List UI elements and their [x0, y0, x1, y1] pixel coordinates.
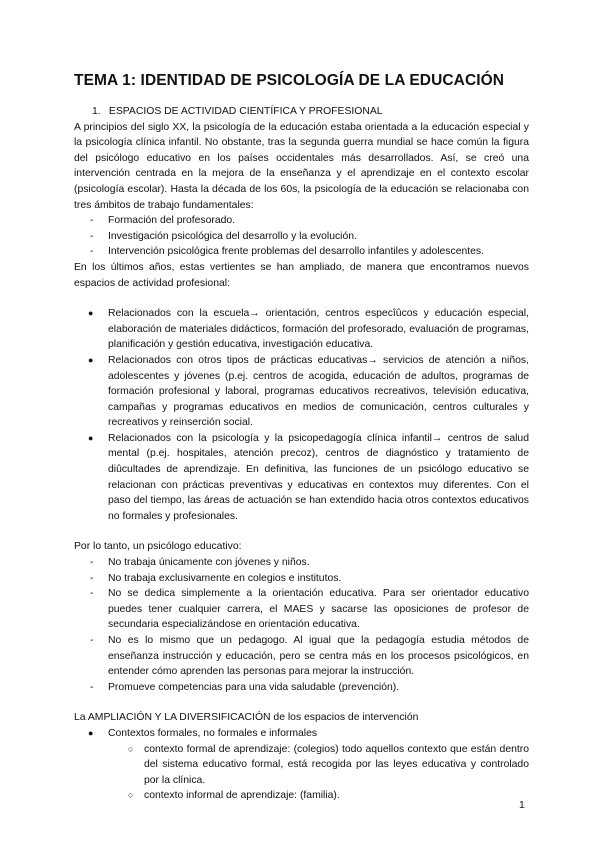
list-item: - Investigación psicológica del desarrollo y la evolución.: [74, 229, 529, 245]
circle-marker: ○: [128, 743, 134, 754]
list-item: ● Relacionados con la psicología y la psicopedagogía clínica infantil→ centros de salud mental (p.ej. hospitales, atención precoz), centros de diagnóstico y tratamiento de diûcultades de aprendizaje. En definitiva, las funciones de un psicólogo educativo se relacionan con prácticas preventivas y educativas en contextos muy diferentes. Con el paso del tiempo, las áreas de actuación se han extendido hacia otros contextos educativos no formales y profesionales.: [88, 432, 529, 522]
list-item: ○ contexto formal de aprendizaje: (colegios) todo aquellos contexto que están dentro del sistema educativo formal, está recogida por las leyes educativa y controlado por la clínica.: [128, 743, 529, 786]
areas-list: [74, 213, 529, 260]
bullet-marker: ●: [88, 308, 94, 319]
list-item: ● Relacionados con la escuela→ orientación, centros especîûcos y educación especial, elaboración de materiales didácticos, formación del profesorado, evaluación de programas, planificación y gestión educativa, investigación educativa.: [88, 308, 529, 351]
ampliacion-list: [74, 726, 529, 742]
document-title: TEMA 1: IDENTIDAD DE PSICOLOGÍA DE LA EDUCACIÓN: [74, 72, 505, 89]
list-item: ● Relacionados con otros tipos de prácticas educativas→ servicios de atención a niños, adolescentes y jóvenes (p.ej. centros de acogida, educación de adultos, programas de formación profesional y laboral, programas educativos recreativos, televisión educativa, campañas y programas educativos en medios de comunicación, centros culturales y recreativos y reinserción social.: [88, 354, 529, 429]
list-item: ● Contextos formales, no formales e informales: [74, 726, 529, 742]
dash-marker: -: [90, 572, 94, 584]
psicologo-list: [74, 555, 529, 695]
list-item: - Promueve competencias para una vida saludable (prevención).: [74, 680, 529, 696]
circle-marker: ○: [128, 790, 134, 801]
contextos-list: [74, 742, 529, 804]
section-number: 1.: [92, 106, 101, 117]
dash-marker: -: [90, 635, 94, 646]
list-item: ○ contexto informal de aprendizaje: (familia).: [74, 788, 529, 804]
psicologo-lead: Por lo tanto, un psicólogo educativo:: [74, 541, 242, 553]
list-item: - No se dedica simplemente a la orientación educativa. Para ser orientador educativo puedes tener cualquier carrera, el MAES y sacarse las oposiciones de profesor de secundaria especializándose en orientación educativa.: [90, 588, 529, 631]
dash-marker: -: [90, 230, 94, 242]
list-item: - No es lo mismo que un pedagogo. Al igual que la pedagogía estudia métodos de enseñanza instrucción y educación, pero se centra más en los procesos psicológicos, en entender cómo aprenden las personas para mejorar la instrucción.: [90, 635, 529, 678]
dash-marker: -: [90, 557, 94, 569]
dash-marker: -: [90, 681, 94, 693]
bullet-marker: ●: [88, 432, 94, 443]
document-body: [74, 104, 529, 804]
dash-marker: -: [90, 246, 94, 258]
section-title: ESPACIOS DE ACTIVIDAD CIENTÍFICA Y PROFESIONAL: [108, 106, 383, 117]
page-number: 1: [519, 800, 525, 811]
list-item: - Intervención psicológica frente problemas del desarrollo infantiles y adolescentes.: [74, 244, 529, 260]
list-item: - No trabaja únicamente con jóvenes y niños.: [74, 555, 529, 571]
list-item: - Formación del profesorado.: [74, 213, 529, 229]
transition-paragraph: En los últimos años, estas vertientes se han ampliado, de manera que encontramos nuevos espacios de actividad profesional:: [74, 261, 529, 289]
section-heading: [74, 104, 529, 120]
bullet-marker: ●: [88, 727, 94, 738]
dash-marker: -: [90, 215, 94, 227]
intro-paragraph: A principios del siglo XX, la psicología de la educación estaba orientada a la educación especial y la psicología clínica infantil. No obstante, tras la segunda guerra mundial se hace común la figura del psicólogo educativo en los países occidentales más desarrollados. Así, se creó una intervención centrada en la mejora de la enseñanza y el aprendizaje en el contexto escolar (psicología escolar). Hasta la década de los 60s, la psicología de la educación se relacionaba con tres ámbitos de trabajo fundamentales:: [74, 121, 529, 211]
dash-marker: -: [90, 588, 94, 600]
list-item: - No trabaja exclusivamente en colegios e institutos.: [74, 571, 529, 587]
ampliacion-lead: La AMPLIACIÓN Y LA DIVERSIFICACIÓN de los espacios de intervención: [74, 712, 419, 724]
bullet-marker: ●: [88, 354, 94, 365]
spaces-list: [74, 306, 529, 524]
